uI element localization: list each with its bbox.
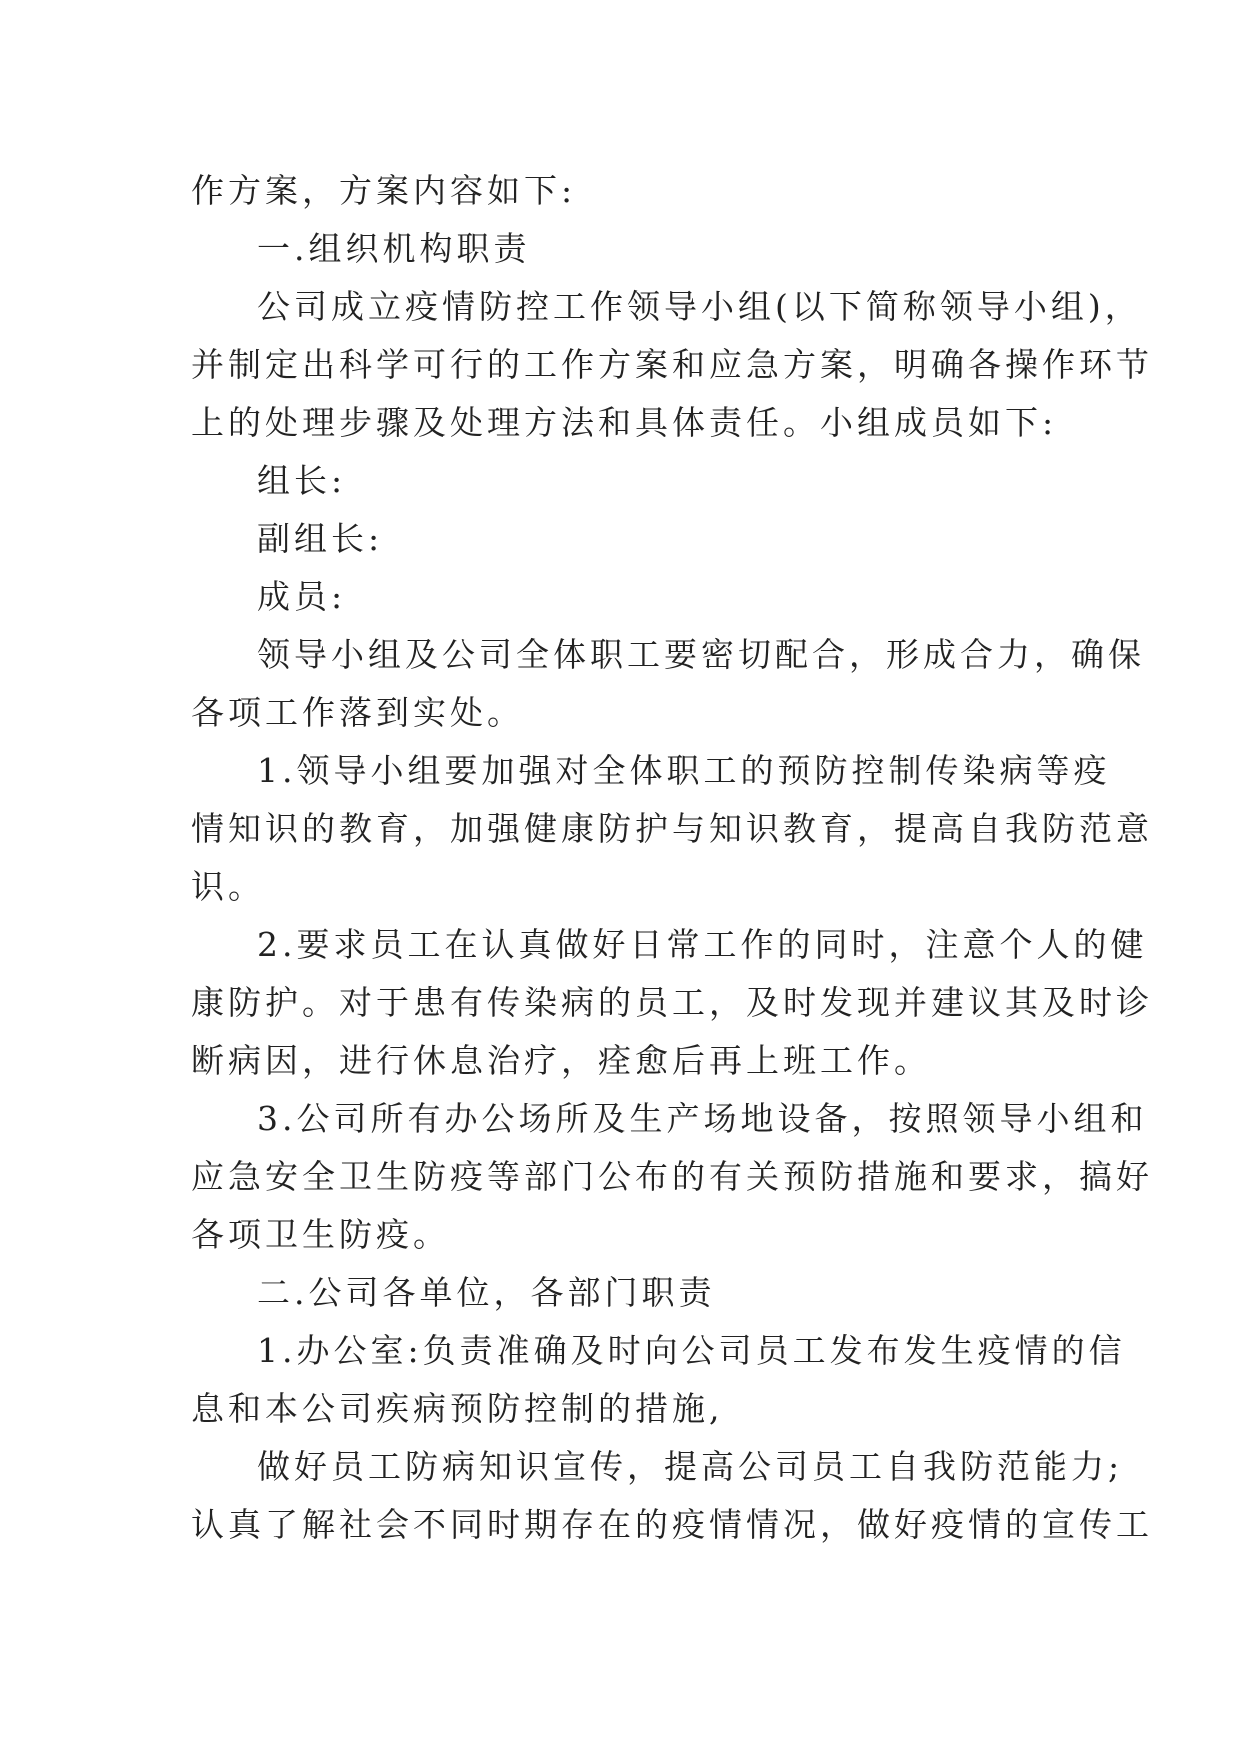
text-line: 康防护。对于患有传染病的员工，及时发现并建议其及时诊 <box>191 983 1153 1022</box>
text-line: 各项卫生防疫。 <box>191 1215 450 1254</box>
text-line: 认真了解社会不同时期存在的疫情情况，做好疫情的宣传工 <box>191 1505 1153 1544</box>
text-line: 公司成立疫情防控工作领导小组(以下简称领导小组)， <box>257 287 1142 326</box>
text-line: 情知识的教育，加强健康防护与知识教育，提高自我防范意 <box>191 809 1153 848</box>
section-heading: 二.公司各单位，各部门职责 <box>257 1273 716 1312</box>
text-line: 并制定出科学可行的工作方案和应急方案，明确各操作环节 <box>191 345 1153 384</box>
list-item-line: 2.要求员工在认真做好日常工作的同时，注意个人的健 <box>257 925 1148 964</box>
member-label: 组长: <box>257 461 347 500</box>
member-label: 成员: <box>257 577 347 616</box>
text-line: 上的处理步骤及处理方法和具体责任。小组成员如下: <box>191 403 1058 442</box>
text-line: 作方案，方案内容如下: <box>191 171 577 210</box>
list-item-line: 3.公司所有办公场所及生产场地设备，按照领导小组和 <box>257 1099 1148 1138</box>
text-line: 断病因，进行休息治疗，痊愈后再上班工作。 <box>191 1041 931 1080</box>
section-heading: 一.组织机构职责 <box>257 229 531 268</box>
text-line: 应急安全卫生防疫等部门公布的有关预防措施和要求，搞好 <box>191 1157 1153 1196</box>
document-body <box>191 162 1153 1554</box>
member-label: 副组长: <box>257 519 384 558</box>
text-line: 做好员工防病知识宣传，提高公司员工自我防范能力; <box>257 1447 1124 1486</box>
list-item-line: 1.领导小组要加强对全体职工的预防控制传染病等疫 <box>257 751 1111 790</box>
list-item-line: 1.办公室:负责准确及时向公司员工发布发生疫情的信 <box>257 1331 1126 1370</box>
text-line: 领导小组及公司全体职工要密切配合，形成合力，确保 <box>257 635 1145 674</box>
text-line: 识。 <box>191 867 265 906</box>
text-line: 各项工作落到实处。 <box>191 693 524 732</box>
text-line: 息和本公司疾病预防控制的措施, <box>191 1389 724 1428</box>
